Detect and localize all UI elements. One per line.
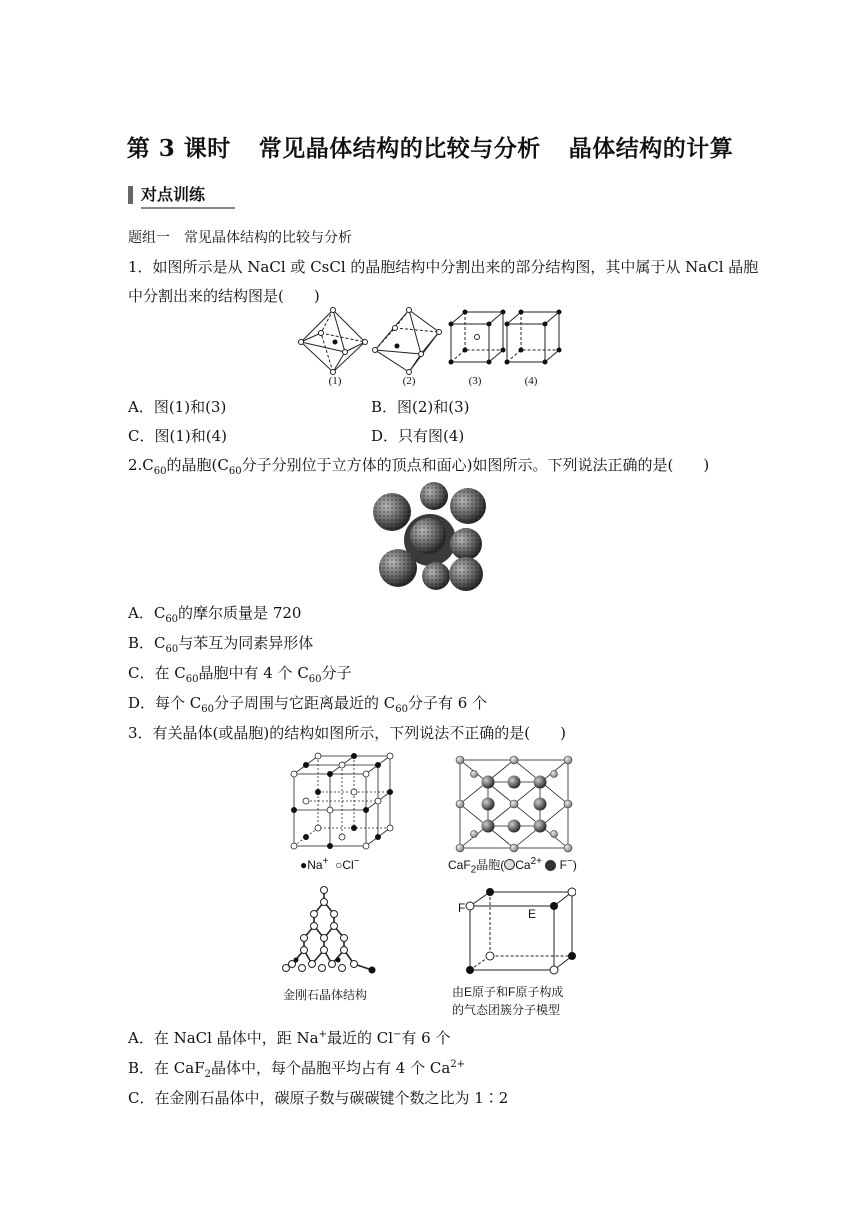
fig-label-4: (4) — [524, 375, 538, 387]
q2-stem: $2.C_{60}$的晶胞($C_{60}$分子分别位于立方体的顶点和面心)如图所示。下列说法正确的是( ) — [128, 456, 710, 477]
label-e: E — [528, 907, 537, 921]
q1-option-d: D．只有图(4) — [371, 427, 465, 445]
q1-line2: 中分割出来的结构图是( ) — [128, 287, 320, 305]
q3-option-c: C．在金刚石晶体中，碳原子数与碳碳键个数之比为 1∶2 — [128, 1089, 509, 1107]
fig-label-1: (1) — [328, 375, 342, 387]
f-ball-icon — [545, 860, 556, 871]
diamond-figure — [280, 886, 380, 976]
group1-title: 题组一 常见晶体结构的比较与分析 — [128, 230, 352, 246]
ef-caption — [452, 983, 563, 1019]
title-part1: 第 3 课时 — [126, 135, 231, 162]
title-part2: 常见晶体结构的比较与分析 — [258, 135, 541, 162]
cube-4 — [507, 312, 559, 362]
caf2-caption: CaF$_2$晶胞( $Ca^{2+}$ F−) — [448, 856, 577, 876]
q3-option-b: B．在 CaF$_2$晶体中，每个晶胞平均占有 4 个 $Ca^{2+}$ — [128, 1059, 466, 1080]
fig-label-2: (2) — [402, 375, 416, 387]
label-f: F — [458, 901, 466, 915]
q3-option-a: A．在 NaCl 晶体中，距 Na+最近的 Cl−有 6 个 — [128, 1029, 451, 1047]
octahedron-2 — [375, 310, 439, 372]
section-marker — [128, 186, 133, 204]
c60-cell-image — [370, 482, 490, 594]
ef-cluster-figure — [456, 886, 576, 978]
section-label: 对点训练 — [141, 182, 235, 209]
q2-option-b: B．$C_{60}$与苯互为同素异形体 — [128, 634, 314, 655]
ca-ball-icon — [504, 859, 515, 870]
nacl-figure — [288, 752, 396, 856]
section-header — [128, 184, 235, 206]
nacl-legend: ●Na+ ○Cl− — [300, 856, 360, 872]
q2-option-a: A．$C_{60}$的摩尔质量是 720 — [128, 604, 302, 625]
q1-option-a: A．图(1)和(3) — [128, 398, 227, 416]
ef-caption-line1: 由E原子和F原子构成 — [452, 985, 564, 999]
q1-option-c: C．图(1)和(4) — [128, 427, 227, 445]
q1-option-b: B．图(2)和(3) — [371, 398, 470, 416]
na-dot: ● — [300, 858, 308, 872]
q1-figure — [295, 306, 565, 388]
ef-caption-line2: 的气态团簇分子模型 — [452, 1003, 561, 1017]
title-part3: 晶体结构的计算 — [568, 135, 734, 162]
q3-stem: 3．有关晶体(或晶胞)的结构如图所示，下列说法不正确的是( ) — [128, 724, 566, 742]
caf2-figure — [454, 754, 574, 854]
q2-option-c: C．在 $C_{60}$晶胞中有 4 个 $C_{60}$分子 — [128, 664, 352, 685]
q1-line1: 1．如图所示是从 NaCl 或 CsCl 的晶胞结构中分割出来的部分结构图，其中属于从 NaCl 晶胞 — [128, 258, 759, 276]
q2-option-d: D．每个 $C_{60}$分子周围与它距离最近的 $C_{60}$分子有 6 个 — [128, 694, 488, 715]
page-title — [0, 130, 860, 163]
diamond-caption: 金刚石晶体结构 — [283, 988, 368, 1002]
cl-dot: ○ — [335, 858, 343, 872]
fig-label-3: (3) — [468, 375, 482, 387]
